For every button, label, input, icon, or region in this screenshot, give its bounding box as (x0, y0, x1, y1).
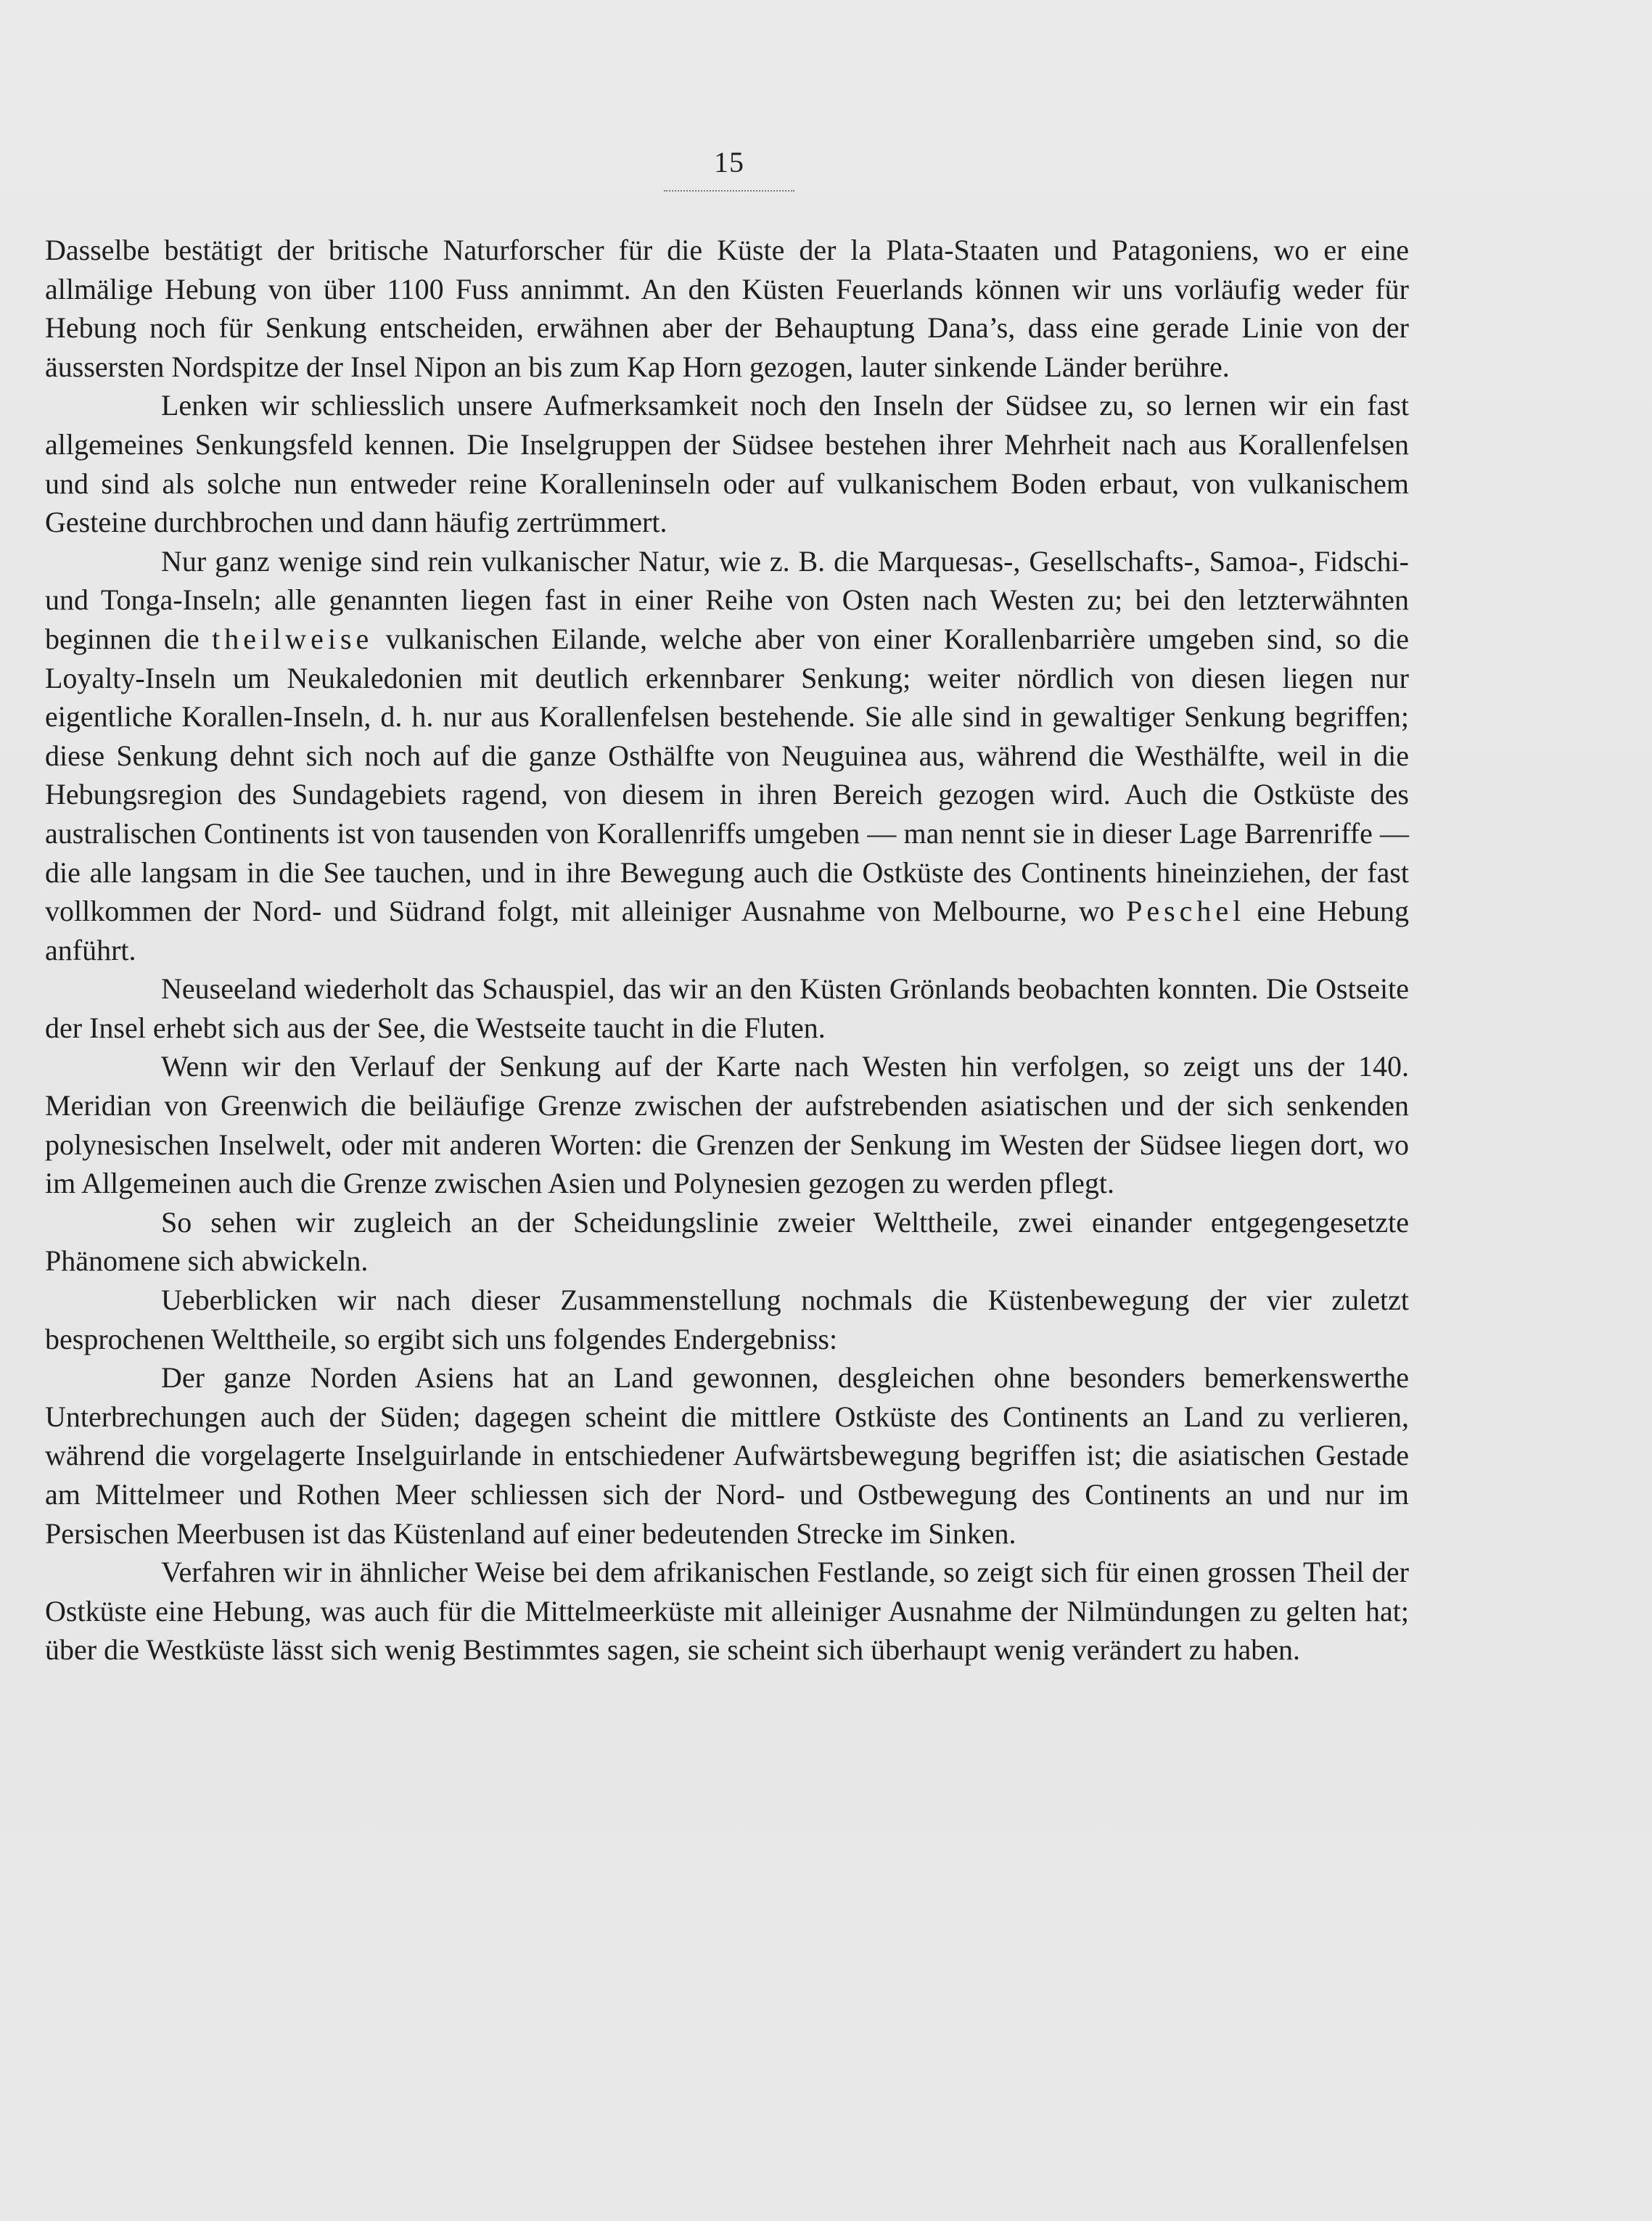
paragraph-3 (45, 542, 1409, 970)
paragraph-1: Dasselbe bestätigt der britische Naturforscher für die Küste der la Plata-Staaten und Patagoniens, wo er eine allmälige Hebung von über 1100 Fuss annimmt. An den Küsten Feuerlands können wir uns vorläufig weder für Hebung noch für Senkung entscheiden, erwähnen aber der Behauptung Dana’s, dass eine gerade Linie von der äussersten Nordspitze der Insel Nipon an bis zum Kap Horn gezogen, lauter sinkende Länder berühre. (45, 234, 1409, 383)
paragraph-6: So sehen wir zugleich an der Scheidungslinie zweier Welttheile, zwei einander entgegengesetzte Phänomene sich abwickeln. (45, 1205, 1409, 1278)
page-number: 15 (714, 146, 744, 178)
body-text (45, 231, 1409, 1670)
emphasis-peschel: Peschel (1126, 895, 1246, 928)
paragraph-9: Verfahren wir in ähnlicher Weise bei dem afrikanischen Festlande, so zeigt sich für einen grossen Theil der Ostküste eine Hebung, was auch für die Mittelmeerküste mit alleiniger Ausnahme der Nilmündungen zu gelten hat; über die Westküste lässt sich wenig Bestimmtes sagen, sie scheint sich überhaupt wenig verändert zu haben. (45, 1556, 1409, 1667)
paragraph-4: Neuseeland wiederholt das Schauspiel, das wir an den Küsten Grönlands beobachten konnten. Die Ostseite der Insel erhebt sich aus der See, die Westseite taucht in die Fluten. (45, 972, 1409, 1044)
paragraph-7: Ueberblicken wir nach dieser Zusammenstellung nochmals die Küstenbewegung der vier zuletzt besprochenen Welttheile, so ergibt sich uns folgendes Endergebniss: (45, 1284, 1409, 1355)
paragraph-3-part-1: Nur ganz wenige sind rein vulkanischer Natur, wie z. B. die Marquesas-, Gesellschafts-, Samoa-, Fidschi- und Tonga-Inseln; alle genannten liegen fast in einer Reihe von Osten nach Westen zu; bei den letzterwähnten beginnen die (45, 544, 1409, 655)
page-number-rule (664, 186, 794, 192)
emphasis-theilweise: theilweise (212, 622, 374, 655)
paragraph-8: Der ganze Norden Asiens hat an Land gewonnen, desgleichen ohne besonders bemerkenswerthe Unterbrechungen auch der Süden; dagegen scheint die mittlere Ostküste des Continents an Land zu verlieren, während die vorgelagerte Inselguirlande in entschiedener Aufwärtsbewegung begriffen ist; die asiatischen Gestade am Mittelmeer und Rothen Meer schliessen sich der Nord- und Ostbewegung des Continents an und nur im Persischen Meerbusen ist das Küstenland auf einer bedeutenden Strecke im Sinken. (45, 1361, 1409, 1550)
paragraph-5: Wenn wir den Verlauf der Senkung auf der Karte nach Westen hin verfolgen, so zeigt uns der 140. Meridian von Greenwich die beiläufige Grenze zwischen der aufstrebenden asiatischen und der sich senkenden polynesischen Inselwelt, oder mit anderen Worten: die Grenzen der Senkung im Westen der Südsee liegen dort, wo im Allgemeinen auch die Grenze zwischen Asien und Polynesien gezogen zu werden pflegt. (45, 1050, 1409, 1200)
paragraph-3-part-2: vulkanischen Eilande, welche aber von einer Korallenbarrière umgeben sind, so die Loyalty-Inseln um Neukaledonien mit deutlich erkennbarer Senkung; weiter nördlich von diesen liegen nur eigentliche Korallen-Inseln, d. h. nur aus Korallenfelsen bestehende. Sie alle sind in gewaltiger Senkung begriffen; diese Senkung dehnt sich noch auf die ganze Osthälfte von Neuguinea aus, während die Westhälfte, weil in die Hebungsregion des Sundagebiets ragend, von diesem in ihren Bereich gezogen wird. Auch die Ostküste des australischen Continents ist von tausenden von Korallenriffs umgeben — man nennt sie in dieser Lage Barrenriffe — die alle langsam in die See tauchen, und in ihre Bewegung auch die Ostküste des Continents hineinziehen, der fast vollkommen der Nord- und Südrand folgt, mit alleiniger Ausnahme von Melbourne, wo (45, 622, 1409, 928)
paragraph-3-part-3: eine Hebung anführt. (45, 895, 1410, 966)
paragraph-2: Lenken wir schliesslich unsere Aufmerksamkeit noch den Inseln der Südsee zu, so lernen wir ein fast allgemeines Senkungsfeld kennen. Die Inselgruppen der Südsee bestehen ihrer Mehrheit nach aus Korallenfelsen und sind als solche nun entweder reine Koralleninseln oder auf vulkanischem Boden erbaut, von vulkanischem Gesteine durchbrochen und dann häufig zertrümmert. (45, 389, 1409, 539)
